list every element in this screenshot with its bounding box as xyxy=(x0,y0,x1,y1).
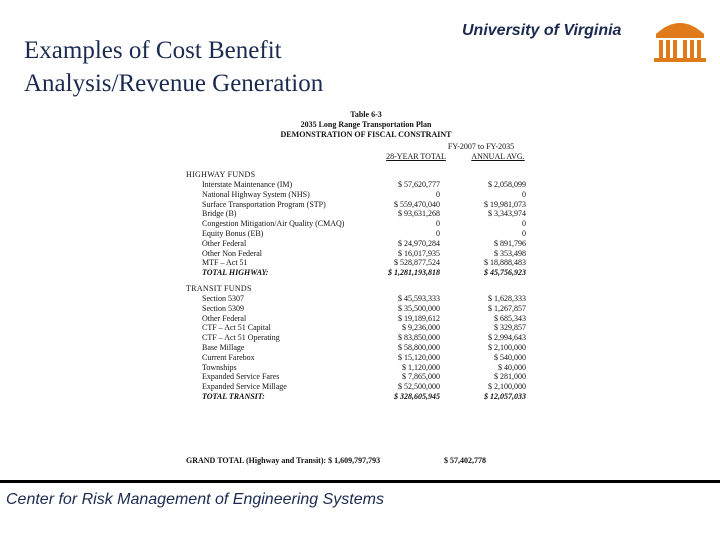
row-label: Equity Bonus (EB) xyxy=(202,228,264,238)
row-annual-value: $ 2,100,000 xyxy=(488,382,526,392)
row-annual-value: $ 1,267,857 xyxy=(488,303,526,313)
row-total-value: $ 93,631,268 xyxy=(398,209,440,219)
slide-title-line-2: Analysis/Revenue Generation xyxy=(24,70,324,97)
row-total-value: $ 528,877,524 xyxy=(394,258,440,268)
row-label: Other Non Federal xyxy=(202,248,262,258)
row-label: National Highway System (NHS) xyxy=(202,189,310,199)
row-annual-value: $ 40,000 xyxy=(498,362,526,372)
row-label: Section 5307 xyxy=(202,293,244,303)
row-annual-value: $ 353,498 xyxy=(494,248,526,258)
row-total-value: $ 45,593,333 xyxy=(398,293,440,303)
transit-funds-heading: TRANSIT FUNDS xyxy=(186,283,252,293)
table-row xyxy=(186,333,546,343)
fiscal-year-range: FY-2007 to FY-2035 xyxy=(447,142,515,151)
row-label: TOTAL HIGHWAY: xyxy=(202,268,269,278)
row-annual-value: $ 45,756,923 xyxy=(484,268,526,278)
row-annual-value: $ 329,857 xyxy=(494,323,526,333)
row-label: CTF – Act 51 Capital xyxy=(202,323,271,333)
row-label: Other Federal xyxy=(202,313,247,323)
row-annual-value: 0 xyxy=(522,219,526,229)
row-annual-value: $ 2,100,000 xyxy=(488,342,526,352)
transit-funds-rows xyxy=(186,294,546,402)
table-subtitle: DEMONSTRATION OF FISCAL CONSTRAINT xyxy=(280,130,452,139)
table-row xyxy=(186,200,546,210)
row-total-value: $ 7,865,000 xyxy=(402,372,440,382)
table-row xyxy=(186,209,546,219)
column-headers xyxy=(186,142,546,164)
row-annual-value: 0 xyxy=(522,228,526,238)
row-total-value: $ 19,189,612 xyxy=(398,313,440,323)
table-plan-title: 2035 Long Range Transportation Plan xyxy=(300,120,432,129)
row-label: Bridge (B) xyxy=(202,209,237,219)
row-annual-value: $ 540,000 xyxy=(494,352,526,362)
row-total-value: $ 1,281,193,818 xyxy=(388,268,440,278)
row-label: Expanded Service Millage xyxy=(202,382,287,392)
row-label: Surface Transportation Program (STP) xyxy=(202,199,326,209)
footer-text: Center for Risk Management of Engineering Systems xyxy=(6,491,384,508)
grand-total-row xyxy=(186,456,546,466)
column-header-total: 28-YEAR TOTAL xyxy=(386,152,446,161)
column-header-annual: ANNUAL AVG. xyxy=(471,152,525,161)
row-annual-value: $ 891,796 xyxy=(494,238,526,248)
row-annual-value: $ 2,994,643 xyxy=(488,333,526,343)
row-total-value: $ 1,120,000 xyxy=(402,362,440,372)
row-label: MTF – Act 51 xyxy=(202,258,248,268)
footer-divider xyxy=(0,480,720,483)
table-row xyxy=(186,268,546,278)
table-row xyxy=(186,363,546,373)
table-row xyxy=(186,239,546,249)
row-label: TOTAL TRANSIT: xyxy=(202,391,265,401)
university-wordmark: University of Virginia xyxy=(462,22,622,39)
row-annual-value: $ 19,981,073 xyxy=(484,199,526,209)
row-label: Other Federal xyxy=(202,238,247,248)
row-annual-value: $ 2,058,099 xyxy=(488,180,526,189)
fiscal-constraint-table xyxy=(186,110,546,465)
row-total-value: $ 57,620,777 xyxy=(398,180,440,189)
row-total-value: $ 83,850,000 xyxy=(398,333,440,343)
row-label: Current Farebox xyxy=(202,352,255,362)
row-annual-value: $ 685,343 xyxy=(494,313,526,323)
row-label: Base Millage xyxy=(202,342,245,352)
row-total-value: $ 35,500,000 xyxy=(398,303,440,313)
row-total-value: 0 xyxy=(436,189,440,199)
grand-total-annual: $ 57,402,778 xyxy=(444,456,486,465)
table-row xyxy=(186,180,546,190)
row-annual-value: $ 3,343,974 xyxy=(488,209,526,219)
row-label: Congestion Mitigation/Air Quality (CMAQ) xyxy=(202,219,345,229)
table-caption xyxy=(246,110,486,140)
row-total-value: $ 24,970,284 xyxy=(398,238,440,248)
table-row xyxy=(186,343,546,353)
row-label: Expanded Service Fares xyxy=(202,372,280,382)
table-row xyxy=(186,353,546,363)
row-label: Townships xyxy=(202,362,237,372)
row-total-value: 0 xyxy=(436,219,440,229)
row-annual-value: $ 18,888,483 xyxy=(484,258,526,268)
table-row xyxy=(186,219,546,229)
row-total-value: 0 xyxy=(436,228,440,238)
table-row xyxy=(186,190,546,200)
row-total-value: $ 15,120,000 xyxy=(398,352,440,362)
table-row xyxy=(186,382,546,392)
row-annual-value: 0 xyxy=(522,189,526,199)
table-row xyxy=(186,294,546,304)
highway-funds-rows xyxy=(186,180,546,278)
slide-title xyxy=(24,34,444,100)
highway-funds-heading: HIGHWAY FUNDS xyxy=(186,170,256,179)
grand-total-label: GRAND TOTAL (Highway and Transit): $ 1,609,797,793 xyxy=(186,456,381,465)
table-row xyxy=(186,372,546,382)
row-total-value: $ 16,017,935 xyxy=(398,248,440,258)
row-annual-value: $ 12,057,033 xyxy=(484,391,526,401)
table-row xyxy=(186,229,546,239)
row-total-value: $ 9,236,000 xyxy=(402,323,440,333)
row-annual-value: $ 281,000 xyxy=(494,372,526,382)
row-label: Section 5309 xyxy=(202,303,244,313)
row-total-value: $ 328,605,945 xyxy=(394,391,440,401)
slide-title-line-1: Examples of Cost Benefit xyxy=(24,37,282,64)
row-total-value: $ 559,470,040 xyxy=(394,199,440,209)
table-row xyxy=(186,249,546,259)
table-number: Table 6-3 xyxy=(350,110,382,119)
rotunda-logo-icon xyxy=(652,12,708,64)
row-total-value: $ 52,500,000 xyxy=(398,382,440,392)
table-row xyxy=(186,258,546,268)
row-total-value: $ 58,800,000 xyxy=(398,342,440,352)
table-row xyxy=(186,314,546,324)
row-annual-value: $ 1,628,333 xyxy=(488,293,526,303)
row-label: CTF – Act 51 Operating xyxy=(202,333,280,343)
table-row xyxy=(186,304,546,314)
table-row xyxy=(186,392,546,402)
row-label: Interstate Maintenance (IM) xyxy=(202,180,293,189)
table-row xyxy=(186,323,546,333)
